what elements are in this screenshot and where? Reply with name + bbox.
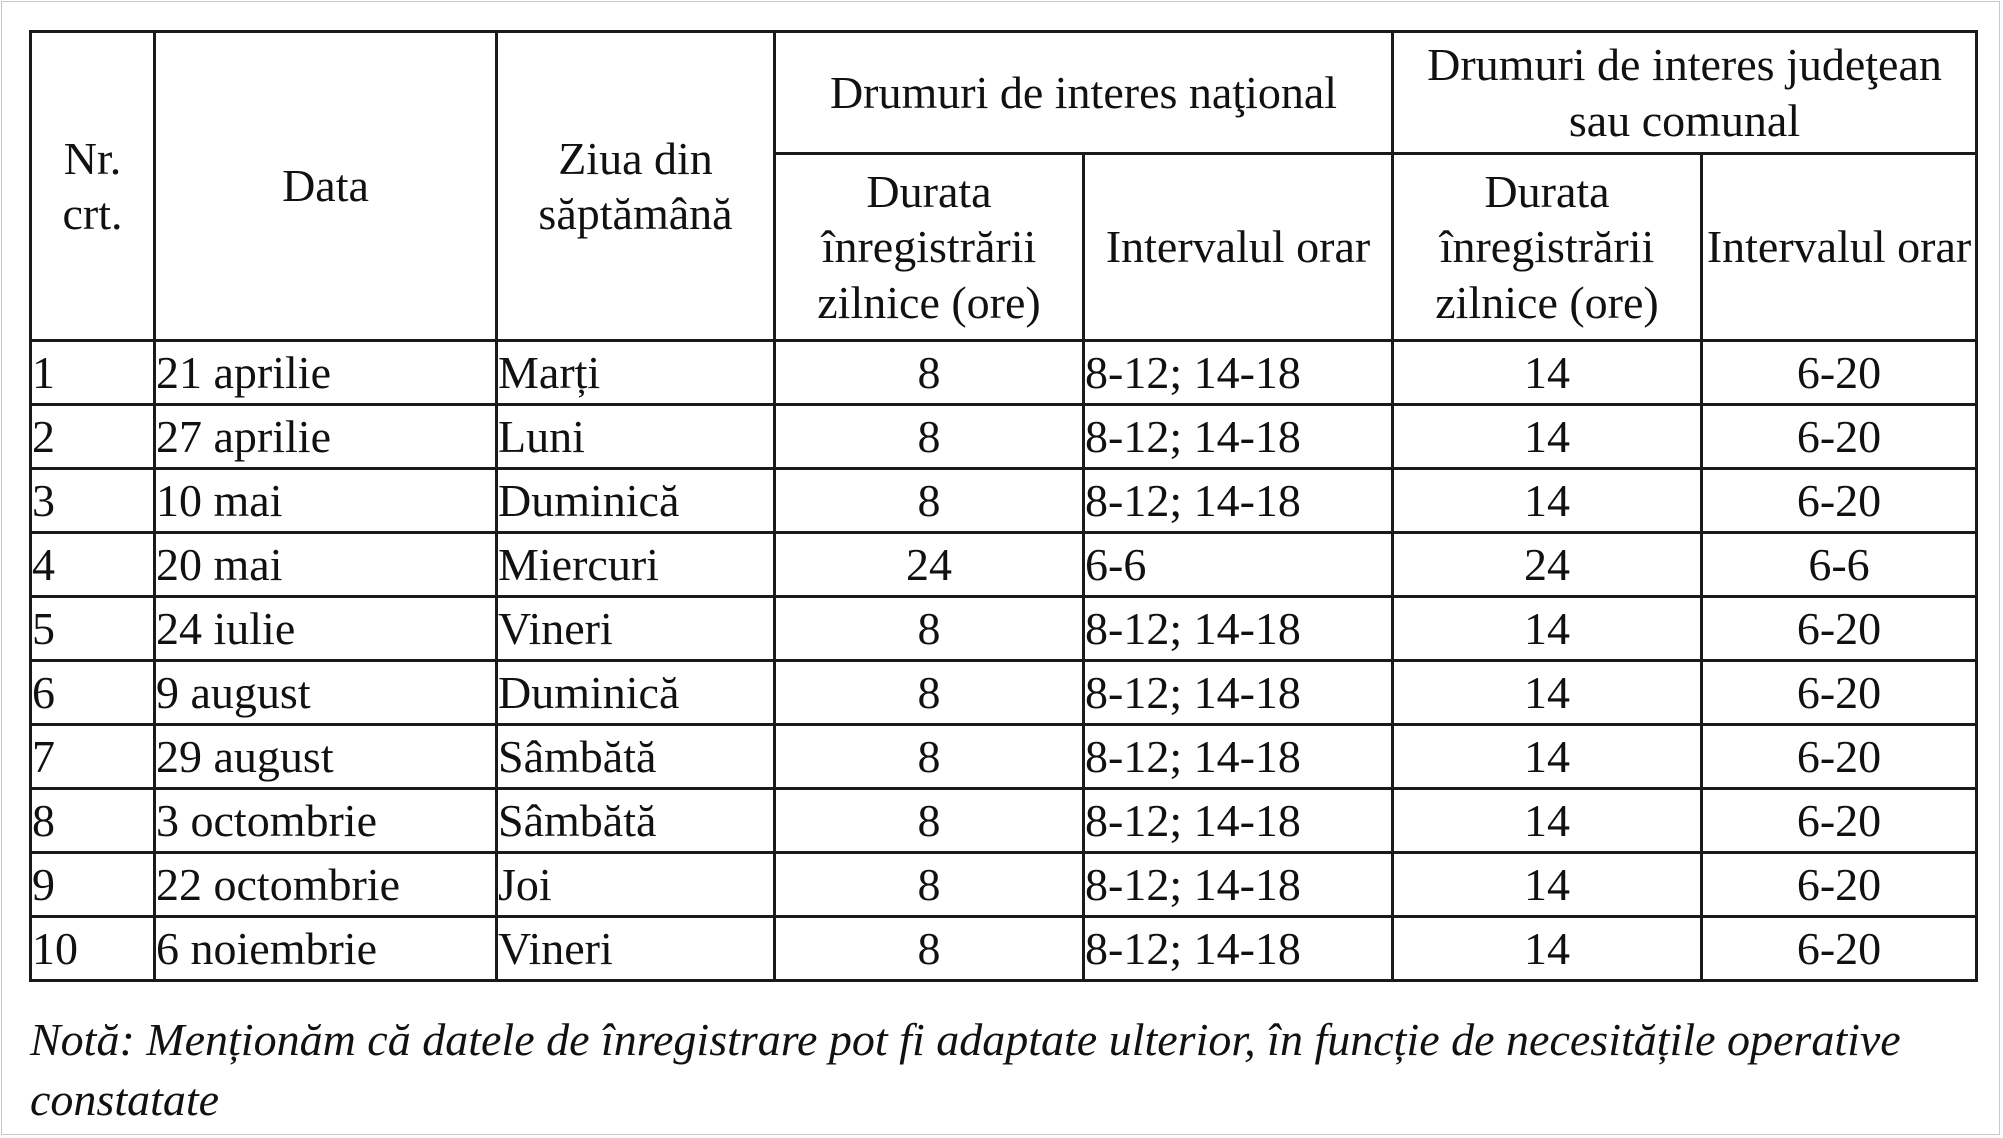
header-data: Data <box>155 32 497 341</box>
header-nr: Nr. crt. <box>31 32 155 341</box>
cell-judetean-interval: 6-6 <box>1702 533 1977 597</box>
table-row <box>31 405 1977 469</box>
cell-national-interval: 8-12; 14-18 <box>1084 661 1393 725</box>
cell-judetean-durata: 14 <box>1393 597 1702 661</box>
table-row <box>31 725 1977 789</box>
cell-nr: 7 <box>31 725 155 789</box>
cell-judetean-durata: 14 <box>1393 661 1702 725</box>
cell-nr: 2 <box>31 405 155 469</box>
cell-nr: 9 <box>31 853 155 917</box>
header-national-interval: Intervalul orar <box>1084 154 1393 341</box>
cell-data: 21 aprilie <box>155 341 497 405</box>
cell-ziua: Duminică <box>497 661 775 725</box>
cell-data: 20 mai <box>155 533 497 597</box>
cell-nr: 3 <box>31 469 155 533</box>
cell-national-durata: 24 <box>775 533 1084 597</box>
cell-data: 10 mai <box>155 469 497 533</box>
table-row <box>31 853 1977 917</box>
header-national-durata: Durata înregistrării zilnice (ore) <box>775 154 1084 341</box>
table-row <box>31 597 1977 661</box>
cell-national-interval: 8-12; 14-18 <box>1084 917 1393 981</box>
cell-judetean-interval: 6-20 <box>1702 725 1977 789</box>
cell-national-durata: 8 <box>775 405 1084 469</box>
cell-data: 6 noiembrie <box>155 917 497 981</box>
cell-data: 27 aprilie <box>155 405 497 469</box>
cell-ziua: Sâmbătă <box>497 789 775 853</box>
cell-ziua: Sâmbătă <box>497 725 775 789</box>
cell-ziua: Joi <box>497 853 775 917</box>
cell-nr: 5 <box>31 597 155 661</box>
cell-national-durata: 8 <box>775 917 1084 981</box>
cell-national-interval: 8-12; 14-18 <box>1084 341 1393 405</box>
footnote: Notă: Menționăm că datele de înregistrare pot fi adaptate ulterior, în funcție de necesitățile operative constatate <box>30 1014 1901 1125</box>
cell-national-interval: 6-6 <box>1084 533 1393 597</box>
cell-judetean-durata: 14 <box>1393 469 1702 533</box>
table-row <box>31 341 1977 405</box>
cell-national-durata: 8 <box>775 789 1084 853</box>
cell-nr: 4 <box>31 533 155 597</box>
cell-judetean-durata: 14 <box>1393 917 1702 981</box>
cell-national-interval: 8-12; 14-18 <box>1084 469 1393 533</box>
cell-judetean-interval: 6-20 <box>1702 597 1977 661</box>
cell-ziua: Miercuri <box>497 533 775 597</box>
cell-national-interval: 8-12; 14-18 <box>1084 853 1393 917</box>
header-ziua: Ziua din săptămână <box>497 32 775 341</box>
cell-national-durata: 8 <box>775 597 1084 661</box>
cell-national-interval: 8-12; 14-18 <box>1084 405 1393 469</box>
header-judetean-interval: Intervalul orar <box>1702 154 1977 341</box>
cell-nr: 6 <box>31 661 155 725</box>
cell-data: 22 octombrie <box>155 853 497 917</box>
cell-nr: 8 <box>31 789 155 853</box>
cell-national-durata: 8 <box>775 341 1084 405</box>
table-row <box>31 917 1977 981</box>
table-row <box>31 533 1977 597</box>
cell-judetean-interval: 6-20 <box>1702 789 1977 853</box>
cell-ziua: Vineri <box>497 597 775 661</box>
cell-data: 29 august <box>155 725 497 789</box>
cell-judetean-interval: 6-20 <box>1702 661 1977 725</box>
cell-data: 24 iulie <box>155 597 497 661</box>
cell-national-interval: 8-12; 14-18 <box>1084 597 1393 661</box>
cell-judetean-interval: 6-20 <box>1702 405 1977 469</box>
cell-national-durata: 8 <box>775 469 1084 533</box>
header-judetean-durata: Durata înregistrării zilnice (ore) <box>1393 154 1702 341</box>
header-judetean-group: Drumuri de interes judeţean sau comunal <box>1393 32 1977 154</box>
cell-ziua: Vineri <box>497 917 775 981</box>
cell-nr: 10 <box>31 917 155 981</box>
cell-judetean-interval: 6-20 <box>1702 853 1977 917</box>
cell-data: 9 august <box>155 661 497 725</box>
cell-judetean-durata: 14 <box>1393 725 1702 789</box>
table-body <box>31 341 1977 981</box>
cell-national-durata: 8 <box>775 661 1084 725</box>
cell-judetean-interval: 6-20 <box>1702 469 1977 533</box>
cell-national-durata: 8 <box>775 725 1084 789</box>
cell-nr: 1 <box>31 341 155 405</box>
table-row <box>31 661 1977 725</box>
cell-judetean-durata: 14 <box>1393 853 1702 917</box>
cell-data: 3 octombrie <box>155 789 497 853</box>
cell-ziua: Marți <box>497 341 775 405</box>
cell-ziua: Luni <box>497 405 775 469</box>
cell-judetean-interval: 6-20 <box>1702 917 1977 981</box>
cell-judetean-durata: 14 <box>1393 341 1702 405</box>
header-row-top <box>31 32 1977 154</box>
schedule-table <box>29 30 1978 982</box>
cell-judetean-durata: 24 <box>1393 533 1702 597</box>
cell-national-interval: 8-12; 14-18 <box>1084 789 1393 853</box>
cell-ziua: Duminică <box>497 469 775 533</box>
cell-judetean-interval: 6-20 <box>1702 341 1977 405</box>
cell-national-interval: 8-12; 14-18 <box>1084 725 1393 789</box>
table-row <box>31 789 1977 853</box>
cell-judetean-durata: 14 <box>1393 789 1702 853</box>
cell-national-durata: 8 <box>775 853 1084 917</box>
cell-judetean-durata: 14 <box>1393 405 1702 469</box>
header-national-group: Drumuri de interes naţional <box>775 32 1393 154</box>
table-row <box>31 469 1977 533</box>
